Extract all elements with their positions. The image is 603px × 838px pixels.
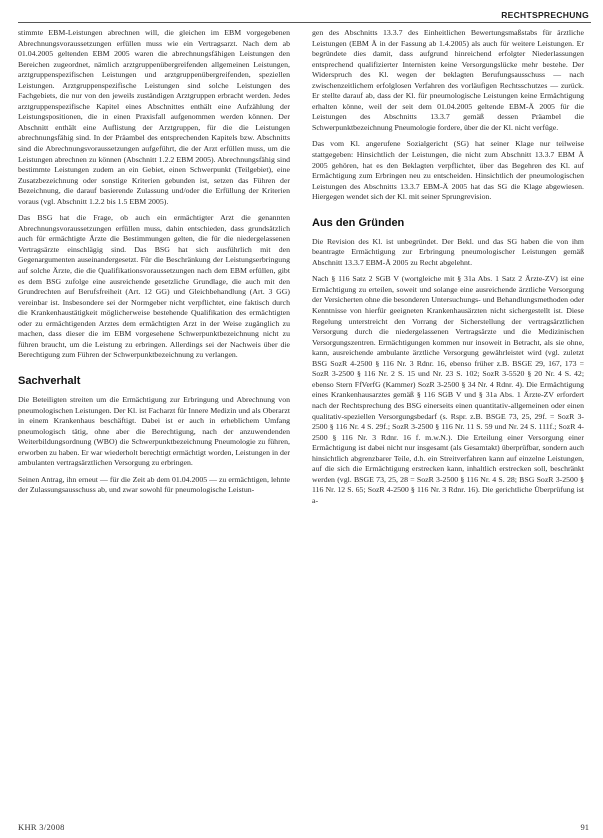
- paragraph: Seinen Antrag, ihn erneut — für die Zeit ab dem 01.04.2005 — zu ermächtigen, lehnte der Zulassungsausschuss ab, und zwar sowohl für pneumologische Leistun-: [18, 474, 290, 495]
- left-column: [18, 28, 290, 496]
- paragraph: Das vom Kl. angerufene Sozialgericht (SG) hat seiner Klage nur teilweise stattgegeben: Hinsichtlich der Leistungen, die nicht zum Abschnitt 13.3.7 EBM Ä 2005 gehören, hat es den Beklagten verpflichtet, über das Begehren des Kl. auf Ermächtigung zum Erbringen neu zu entscheiden. Hinsichtlich der pneumologischen Leistungen des Abschnitts 13.3.7 EBM-Ä 2005 hat das SG die Klage abgewiesen. Hiergegen wendet sich der Kl. mit seiner Sprungrevision.: [312, 139, 584, 202]
- section-heading: Aus den Gründen: [312, 216, 405, 229]
- journal-issue: KHR 3/2008: [18, 822, 65, 832]
- paragraph: Die Revision des Kl. ist unbegründet. Der Bekl. und das SG haben die von ihm beantragte Ermächtigung zur Erbringung pneumologischer Leistungen gemäß Abschnitt 13.3.7 EBM-Ä 2005 zu Recht abgelehnt.: [312, 236, 584, 267]
- header-divider: [18, 22, 591, 23]
- page-number: 91: [580, 822, 589, 832]
- section-heading: Sachverhalt: [18, 374, 81, 387]
- paragraph: Nach § 116 Satz 2 SGB V (wortgleiche mit § 31a Abs. 1 Satz 2 Ärzte-ZV) ist eine Ermächtigung zu erteilen, soweit und solange eine ausreichende ärztliche Versorgung der Versicherten ohne die besonderen Untersuchungs- und Behandlungsmethoden oder Kenntnisse von hierfür geeigneten Krankenhausärzten nicht sichergestellt ist. Diese Regelung unterstreicht den Vorrang der Sicherstellung der vertragsärztlichen Versorgung durch die niedergelassenen Vertragsärzte und die Medizinischen Versorgungszentren. Ermächtigungen kommen nur insoweit in Betracht, als sie ohne, kann, ausreichende ambulante ärztliche Versorgung gewährleistet wird (vgl. zuletzt BSG SozR 4-2500 § 116 Nr. 3 Rdnr. 16, ebenso früher z.B. BSGE 29, 167, 173 = SozR 3-2500 § 116 Nr. 2 S. 15 und Nr. 23 S. 102; SozR 3-5520 § 20 Nr. 4 S. 42; ebenso Stern FfVerfG (Kammer) SozR 3-2500 § 34 Nr. 4 Rdnr. 4). Die Ermächtigung eines Krankenhausarztes gemäß § 116 SGB V und § 31a Abs. 1 Ärzte-ZV erfordert nach der Rechtsprechung des BSG einerseits einen quantitativ-allgemeinen oder einen qualitativ-speziellen Versorgungsbedarf (s. Rspr. z.B. BSGE 73, 25, 29f. = SozR 3-2500 § 116 Nr. 4 S. 29f.; SozR 3-2500 § 116 Nr. 11 S. 59 und Nr. 24 S. 111f.; SozR 4-2500 § 116 Nr. 3 Rdnr. 16 f. m.w.N.). Die Erteilung einer Versorgung einer Ermächtigung ist dabei nicht nur insgesamt (als Gesamtakt) überprüfbar, sondern auch hinsichtlich abgrenzbarer Teile, d.h. ein Streitverfahren kann auf einzelne Leistungen, auf die sich die Ermächtigung erstrecken kann, inhaltlich erstrecken soll, beschränkt werden (vgl. BSGE 73, 25, 28 = SozR 3-2500 § 116 Nr. 4 S. 28; BSG SozR 3-2500 § 116 Nr. 12 S. 65; SozR 4-2500 § 116 Nr. 3 Rdnr. 16). Die gerichtliche Überprüfung ist a-: [312, 274, 584, 505]
- section-header: RECHTSPRECHUNG: [501, 10, 589, 20]
- paragraph: gen des Abschnitts 13.3.7 des Einheitlichen Bewertungsmaßstabs für ärztliche Leistungen (EBM Ä in der Fassung ab 1.4.2005) als auch für weitere Leistungen. Er begründete dies damit, dass aufgrund hinreichend erfolgter Niederlassungen entsprechend qualifizierter Internisten keine Versorgungslücke mehr bestehe. Der Widerspruch des Kl. wegen der beklagten Berufungsausschuss — nach zwischenzeitlichem erfolglosen Verfahren des vorläufigen Rechtsschutzes — zurück. Er stellte darauf ab, dass der Kl. für pneumologische Leistungen keine Ermächtigung erhalten könne, weil der seit dem 01.04.2005 geltende EBM-Ä 2005 für die Leistungen des Abschnitts 13.3.7 gemäß dessen Präambel die Schwerpunktbezeichnung Pneumologie fordere, über die der Kl. nicht verfüge.: [312, 28, 584, 132]
- right-column: [312, 28, 584, 506]
- paragraph: Das BSG hat die Frage, ob auch ein ermächtigter Arzt die genannten Abrechnungsvoraussetzungen erfüllen muss, dahin entschieden, dass grundsätzlich auch für ermächtigte Ärzte die Bestimmungen gelten, die für die niedergelassenen Vertragsärzte einschlägig sind. Das BSG hat sich ausführlich mit den Gegenargumenten auseinandergesetzt. Für die Beschränkung der Leistungserbringung auf solche Ärzte, die die Qualifikationsvoraussetzungen nach dem EBM erfüllen, gibt es dem BSG zufolge eine ausreichende gesetzliche Grundlage, die auch mit den Grundrechten auf Berufsfreiheit (Art. 12 GG) und Gleichbehandlung (Art. 3 GG) vereinbar ist. Insbesondere sei der Normgeber nicht verpflichtet, eine faktisch durch die Krankenhaustätigkeit möglicherweise bestehende Qualifikation des ermächtigten oder zu ermächtigenden Arztes dem ermächtigten Arzt in der Weise zugänglich zu machen, dass dieser die im EBM vorgesehene Schwerpunktbezeichnung nicht zu führen braucht, um die Leistung zu erbringen. Allerdings sei der Nachweis über die Berechtigung zum Führen der Schwerpunktbezeichnung zu verlangen.: [18, 213, 290, 360]
- paragraph: Die Beteiligten streiten um die Ermächtigung zur Erbringung und Abrechnung von pneumologischen Leistungen. Der Kl. ist Facharzt für Innere Medizin und als Oberarzt in einem Krankenhaus beschäftigt. Dabei ist er auch in erheblichem Umfang pneumologisch tätig, ohne aber die Berechtigung, nach der anzuwendenden Weiterbildungsordnung (WBO) die Schwerpunktbezeichnung Pneumologie zu führen, erworben zu haben. Er war wiederholt berechtigt ermächtigt worden, Leistungen in der ambulanten vertragsärztlichen Versorgung zu erbringen.: [18, 394, 290, 468]
- paragraph: stimmte EBM-Leistungen abrechnen will, die gleichen im EBM vorgegebenen Abrechnungsvoraussetzungen erfüllen muss wie ein Vertragsarzt. Nach dem ab 01.04.2005 geltenden EBM 2005 waren die abrechnungsfähigen Leistungen den Bereichen zugeordnet, nämlich arztgruppenübergreifenden allgemeinen Leistungen, arztgruppenspezifischen Leistungen und arztgruppenübergreifenden, speziellen Leistungen. Arztgruppenspezifische Leistungen sind solche Leistungen des Fachgebiets, die nur von den jeweils zuständigen Arztgruppen erbracht werden. Jedes arztgruppenspezifische Kapitel eines Abschnittes enthält eine Aufzählung der Leistungspositionen, die in einen Praxisfall aufgenommen werden können. Der Abschnitt enthält eine Auflistung der Arztgruppen, für die die Leistungen abrechnungsfähig sind. In der Präambel des entsprechenden Kapitels bzw. Abschnitts sind die Abrechnungsvoraussetzungen aufgeführt, die der Arzt erfüllen muss, um die Leistungen abrechnen zu können (Abschnitt 1.2.2 EBM 2005). Abrechnungsfähig sind bestimmte Leistungen zudem an ein Gebiet, einen Schwerpunkt (Teilgebiet), eine Zusatzbezeichnung oder sonstige Kriterien gebunden ist, setzen das Führen der Bezeichnung, die darauf basierende Zulassung und/oder die Erfüllung der Kriterien voraus (vgl. Abschnitt 1.2.2 bis 1.5 EBM 2005).: [18, 28, 290, 206]
